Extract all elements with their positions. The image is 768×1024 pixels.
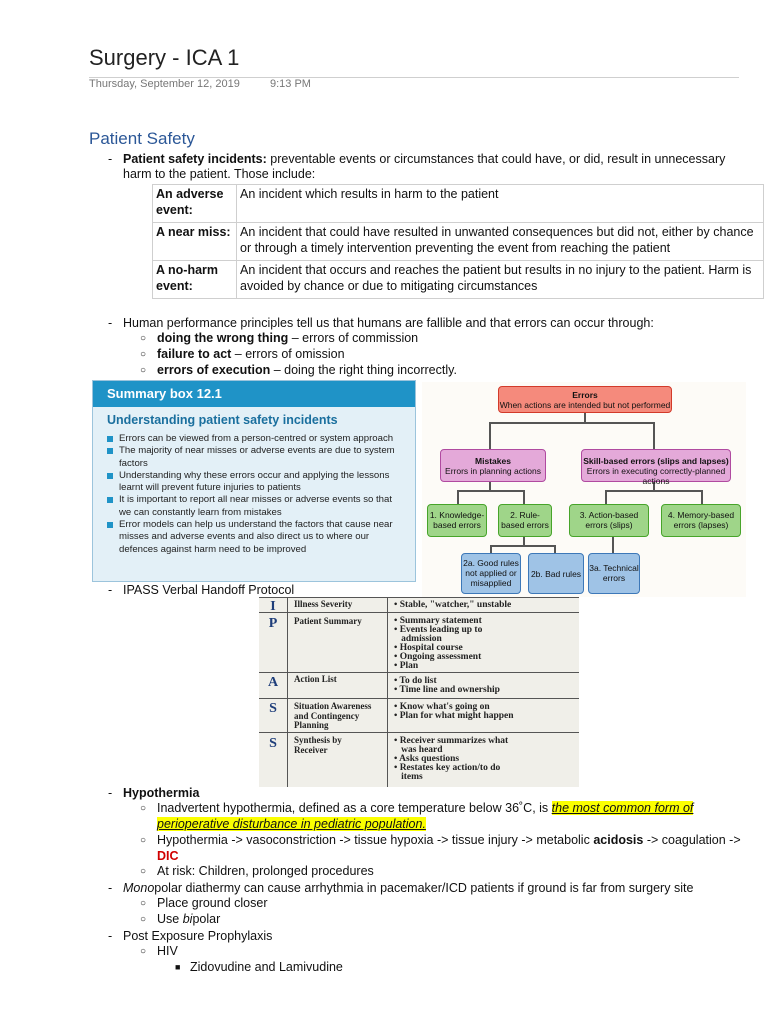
bullet-circle-icon: ○ [140,333,147,344]
ipass-item: • Events leading up to [394,625,483,635]
text: polar [192,912,221,926]
ipass-label: IPASS Verbal Handoff Protocol [123,583,295,597]
connector-line [457,490,523,492]
text: Use [157,912,183,926]
hypothermia-line-5: At risk: Children, prolonged procedures [157,864,374,878]
highlighted-text: perioperative disturbance in pediatric population. [157,817,426,831]
list-item [105,470,400,495]
bullet-square-icon: ■ [175,962,181,972]
ipass-name: Situation Awareness and Contingency Planning [294,701,372,730]
connector-line [523,490,525,504]
diathermy-sub-1: Place ground closer [157,896,268,910]
error-type-bold: failure to act [157,347,232,361]
connector-line [554,545,556,553]
bullet-dash: - [108,152,113,166]
ipass-item: items [394,772,423,782]
ipass-item: • Ongoing assessment [394,652,482,662]
italic-text: bi [182,912,193,926]
hypothermia-line-1 [157,801,693,817]
ipass-letter: P [268,616,278,631]
connector-line [701,490,703,504]
table-row [153,261,764,299]
connector-line [605,490,607,504]
table-row [259,672,579,699]
table-definition: An incident which results in harm to the patient [237,185,764,223]
diagram-node-knowledge: 1. Knowledge-based errors [427,504,487,537]
diathermy-sub-2 [157,912,220,928]
ipass-letter: S [269,701,277,716]
square-bullet-icon [107,448,113,454]
diagram-node-mistakes [440,449,546,482]
ipass-item: • Summary statement [394,616,482,626]
ipass-item: admission [394,634,442,644]
node-title: Skill-based errors (slips and lapses) [583,456,729,466]
bullet-circle-icon: ○ [140,803,147,814]
italic-text: Mono [123,881,155,895]
table-row [259,698,579,733]
table-row [153,185,764,223]
square-bullet-icon [107,473,113,479]
page-time: 9:13 PM [270,78,311,90]
bullet-dash: - [108,929,113,943]
bullet-circle-icon: ○ [140,349,147,360]
bullet-circle-icon: ○ [140,365,147,376]
error-type-item [157,347,345,363]
list-item-text: Errors can be viewed from a person-centred or system approach [119,433,394,444]
error-type-rest: – errors of omission [231,347,345,361]
error-type-rest: – doing the right thing incorrectly. [270,363,457,377]
page-title: Surgery - ICA 1 [89,45,240,70]
ipass-name: Synthesis by Receiver [294,735,342,755]
bullet-circle-icon: ○ [140,914,147,925]
hypothermia-text: Inadvertent hypothermia, defined as a core temperature below 36˚C, is [157,801,552,815]
table-row [153,223,764,261]
table-row [259,732,579,788]
diagram-node-memory: 4. Memory-based errors (lapses) [661,504,741,537]
error-type-item [157,331,418,347]
connector-line [605,490,701,492]
connector-line [612,537,614,553]
list-item [105,494,400,519]
hypothermia-line-3 [157,833,741,849]
ipass-letter: S [269,736,277,751]
page-date: Thursday, September 12, 2019 [89,78,240,90]
connector-line [490,545,554,547]
ipass-items [394,677,579,695]
section-title: Patient Safety [89,129,195,148]
error-type-bold: doing the wrong thing [157,331,289,345]
list-item [105,519,400,556]
bullet-dash: - [108,881,113,895]
ipass-items [394,617,579,671]
incidents-text-1: preventable events or circumstances that could have, or did, result in unnecessary [266,152,726,166]
ipass-letter: I [270,599,276,614]
ipass-item: • Hospital course [394,643,463,653]
table-row [259,612,579,673]
table-definition: An incident that could have resulted in unwanted consequences but did not, either by chance or through a timely intervention preventing the event from reaching the patient [237,223,764,261]
connector-line [489,422,491,449]
bullet-circle-icon: ○ [140,866,147,877]
pep-drugs: Zidovudine and Lamivudine [190,960,343,974]
hypothermia-heading: Hypothermia [123,786,200,800]
pep-heading: Post Exposure Prophylaxis [123,929,273,943]
list-item-text: Error models can help us understand the factors that cause near misses and adverse events and also direct us to where our defences against harm need to be improved [119,519,393,555]
ipass-name: Action List [294,674,337,684]
errors-diagram [422,382,746,597]
diagram-node-technical: 3a. Technical errors [588,553,640,594]
connector-line [523,537,525,545]
ipass-item: • To do list [394,676,437,686]
list-item-text: Understanding why these errors occur and applying the lessons learnt will prevent future injuries to patients [119,469,390,494]
ipass-item: • Stable, "watcher," unstable [394,600,512,610]
diathermy-rest: polar diathermy can cause arrhythmia in pacemaker/ICD patients if ground is far from surgery site [154,881,694,895]
table-term: A near miss: [153,223,237,261]
connector-line [489,482,491,490]
incidents-line-1 [123,152,725,168]
diagram-node-good-rules: 2a. Good rules not applied or misapplied [461,553,521,594]
node-subtitle: Errors in planning actions [445,466,541,476]
incidents-label: Patient safety incidents: [123,152,267,166]
summary-box [92,380,416,582]
bullet-dash: - [108,316,113,330]
ipass-item: • Time line and ownership [394,685,500,695]
diagram-node-rule: 2. Rule-based errors [498,504,552,537]
summary-box-subheading: Understanding patient safety incidents [107,413,338,427]
bullet-circle-icon: ○ [140,835,147,846]
square-bullet-icon [107,522,113,528]
error-type-rest: – errors of commission [288,331,419,345]
human-performance-text: Human performance principles tell us that humans are fallible and that errors can occur through: [123,316,654,330]
bullet-circle-icon: ○ [140,898,147,909]
highlighted-text: the most common form of [551,801,694,815]
list-item-text: The majority of near misses or adverse events are due to system factors [119,445,395,469]
error-type-item [157,363,457,379]
node-title: Mistakes [475,456,511,466]
bullet-dash: - [108,583,113,597]
table-term: An adverse event: [153,185,237,223]
diagram-node-bad-rules: 2b. Bad rules [528,553,584,594]
hypothermia-bold: acidosis [593,833,644,847]
node-subtitle: When actions are intended but not performed [499,400,671,410]
ipass-item: • Receiver summarizes what [394,736,509,746]
ipass-item: • Plan [394,661,419,671]
ipass-item: • Restates key action/to do [394,763,501,773]
bullet-circle-icon: ○ [140,946,147,957]
node-title: Errors [572,390,598,400]
list-item [105,445,400,470]
ipass-item: • Asks questions [394,754,460,764]
ipass-item: was heard [394,745,443,755]
summary-box-heading: Summary box 12.1 [93,381,415,407]
error-type-bold: errors of execution [157,363,271,377]
table-definition: An incident that occurs and reaches the patient but results in no injury to the patient. Harm is avoided by chance or due to mitigating circumstances [237,261,764,299]
ipass-items [394,601,579,610]
list-item [105,433,400,445]
node-subtitle: Errors in executing correctly-planned actions [586,466,726,486]
ipass-name: Illness Severity [294,599,353,609]
connector-line [457,490,459,504]
square-bullet-icon [107,497,113,503]
diagram-node-action: 3. Action-based errors (slips) [569,504,649,537]
hypothermia-line-2 [157,817,426,833]
ipass-table [259,597,579,787]
diagram-node-skill-based [581,449,731,486]
hypothermia-text: Hypothermia -> vasoconstriction -> tissue hypoxia -> tissue injury -> metabolic [157,833,594,847]
table-term: A no-harm event: [153,261,237,299]
diathermy-text [123,881,693,897]
table-row [259,597,579,613]
dic-text: DIC [157,849,179,863]
diagram-node-errors [498,386,672,413]
pep-hiv: HIV [157,944,178,958]
bullet-dash: - [108,786,113,800]
connector-line [653,422,655,449]
ipass-name: Patient Summary [294,616,362,626]
ipass-item: • Plan for what might happen [394,711,514,721]
list-item-text: It is important to report all near misses or adverse events so that we can constantly learn from mistakes [119,494,393,518]
ipass-item: • Know what's going on [394,702,490,712]
connector-line [489,422,653,424]
square-bullet-icon [107,436,113,442]
incidents-line-2: harm to the patient. Those include: [123,167,316,181]
ipass-letter: A [267,675,279,690]
hypothermia-text: -> coagulation -> [643,833,741,847]
ipass-items [394,737,579,782]
connector-line [490,545,492,553]
incidents-table [152,184,764,299]
connector-line [584,412,586,422]
summary-box-list [105,433,400,556]
ipass-items [394,703,579,721]
